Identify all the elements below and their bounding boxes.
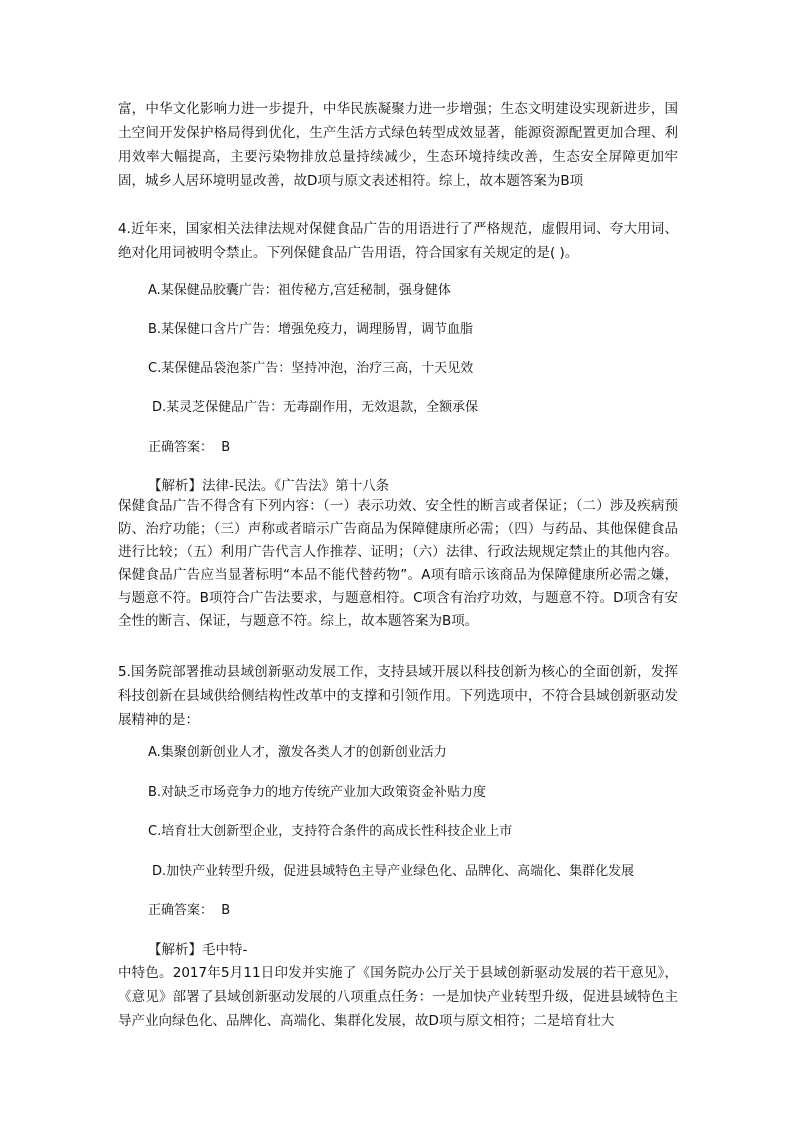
q4-option-d: D.某灵芝保健品广告：无毒副作用，无效退款，全额承保 [152,400,479,415]
q4-answer: 正确答案： B [148,440,231,455]
q5-option-c: C.培育壮大创新型企业，支持符合条件的高成长性科技企业上市 [148,824,513,839]
q4-option-c: C.某保健品袋泡茶广告：坚持冲泡，治疗三高，十天见效 [148,361,474,376]
q4-analysis-heading: 【解析】法律-民法。《广告法》第十八条 [148,478,390,494]
q5-analysis-body: 中特色。2017年5月11日印发并实施了《国务院办公厅关于县域创新驱动发展的若干意见》，《意见》部署了县域创新驱动发展的八项重点任务：一是加快产业转型升级，促进县域特色主导产业向绿色化、品牌化、高端化、集群化发展，故D项与原文相符；二是培育壮大 [118,965,678,1029]
q5-option-b: B.对缺乏市场竞争力的地方传统产业加大政策资金补贴力度 [148,785,487,800]
q5-option-d: D.加快产业转型升级，促进县域特色主导产业绿色化、品牌化、高端化、集群化发展 [152,864,635,879]
q4-analysis-body: 保健食品广告不得含有下列内容：（一）表示功效、安全性的断言或者保证；（二）涉及疾病预防、治疗功能；（三）声称或者暗示广告商品为保障健康所必需；（四）与药品、其他保健食品进行比较；（五）利用广告代言人作推荐、证明；（六）法律、行政法规规定禁止的其他内容。保健食品广告应当显著标明“本品不能代替药物”。A项有暗示该商品为保障健康所必需之嫌，与题意不符。B项符合广告法要求，与题意相符。C项含有治疗功效，与题意不符。D项含有安全性的断言、保证，与题意不符。综上，故本题答案为B项。 [118,498,678,629]
q4-option-b: B.某保健口含片广告：增强免疫力，调理肠胃，调节血脂 [148,322,474,337]
q5-analysis-heading: 【解析】毛中特- [148,942,248,958]
intro-paragraph: 富，中华文化影响力进一步提升，中华民族凝聚力进一步增强；生态文明建设实现新进步，国土空间开发保护格局得到优化，生产生活方式绿色转型成效显著，能源资源配置更加合理、利用效率大幅提高，主要污染物排放总量持续减少，生态环境持续改善，生态安全屏障更加牢固，城乡人居环境明显改善，故D项与原文表述相符。综上，故本题答案为B项 [118,101,678,189]
q5-answer: 正确答案： B [148,903,231,918]
q5-question: 5.国务院部署推动县域创新驱动发展工作，支持县域开展以科技创新为核心的全面创新，发挥科技创新在县域供给侧结构性改革中的支撑和引领作用。下列选项中，不符合县域创新驱动发展精神的是： [118,664,678,728]
q4-question: 4.近年来，国家相关法律法规对保健食品广告的用语进行了严格规范，虚假用词、夸大用词、绝对化用词被明令禁止。下列保健食品广告用语，符合国家有关规定的是( )。 [118,221,678,261]
q5-option-a: A.集聚创新创业人才，激发各类人才的创新创业活力 [148,745,447,760]
q4-option-a: A.某保健品胶囊广告：祖传秘方,宫廷秘制，强身健体 [148,283,451,298]
